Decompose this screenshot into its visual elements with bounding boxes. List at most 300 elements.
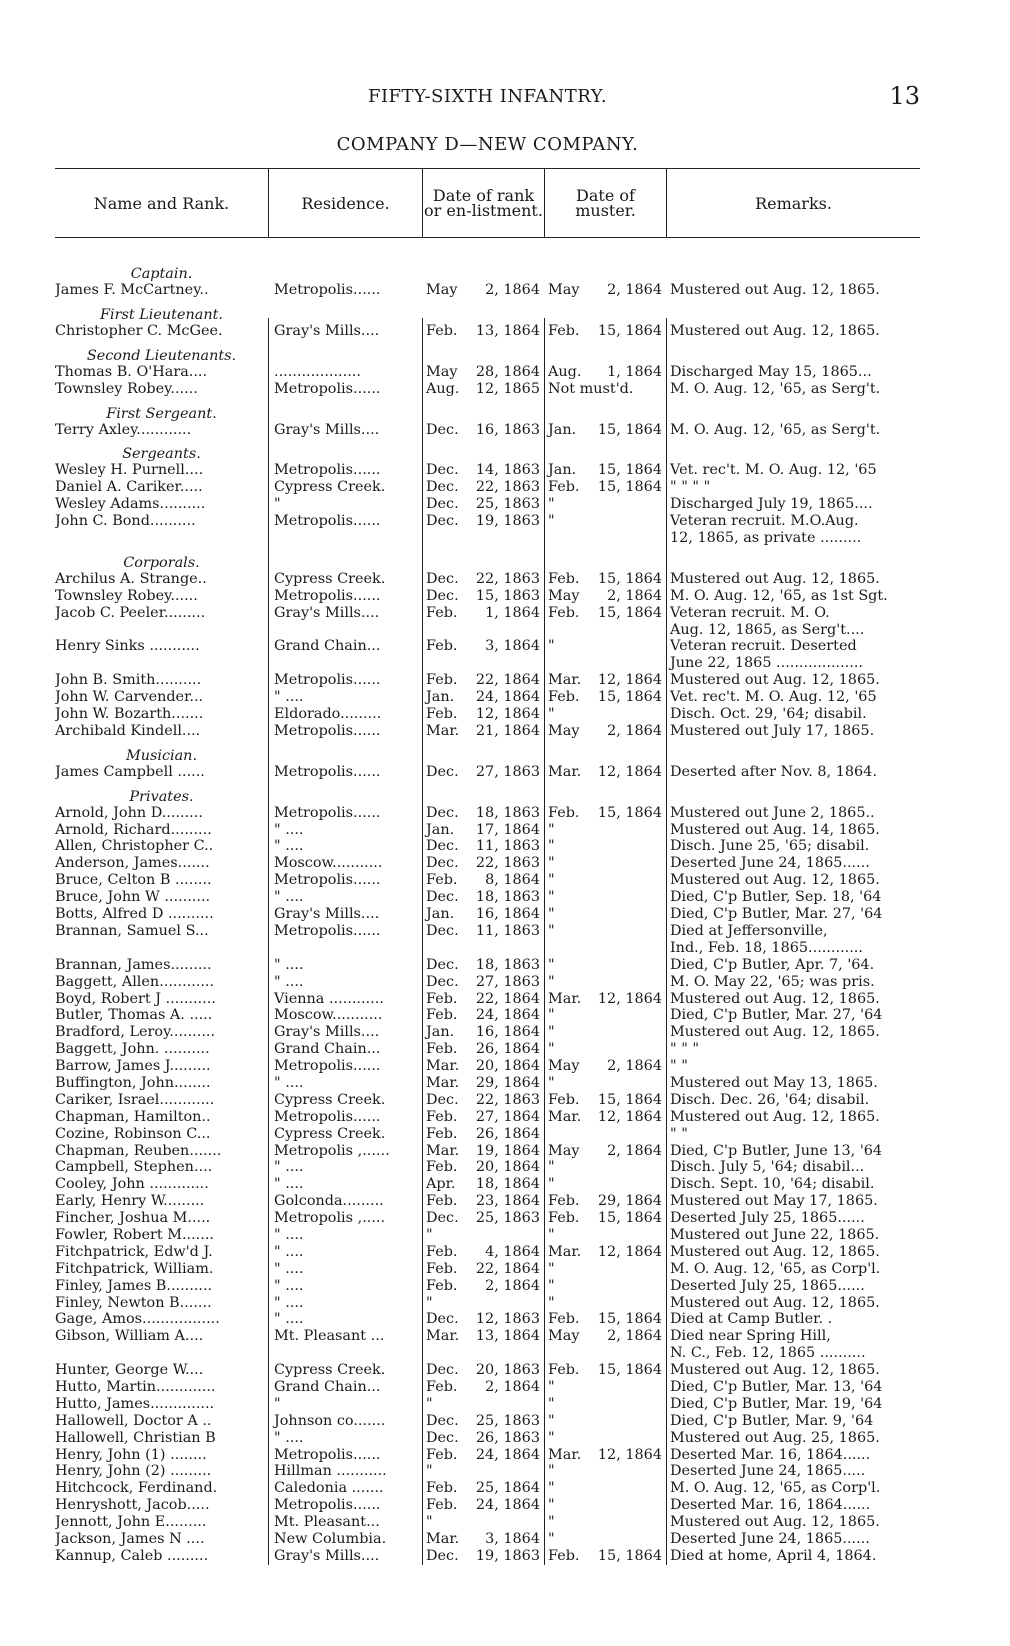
soldier-name: Fitchpatrick, William. — [55, 1260, 214, 1277]
muster-month: Jan. — [548, 462, 577, 479]
residence — [268, 1345, 422, 1362]
soldier-name — [55, 940, 268, 957]
table-row — [55, 1497, 920, 1514]
enlistment-month: Feb. — [426, 1007, 458, 1024]
muster-date — [544, 479, 666, 496]
running-title: FIFTY-SIXTH INFANTRY. — [367, 86, 608, 107]
enlistment-date — [422, 1379, 544, 1396]
enlistment-date — [422, 1176, 544, 1193]
enlistment-day: 18, 1863 — [475, 804, 540, 821]
enlistment-date — [422, 1311, 544, 1328]
remarks: " " — [670, 1125, 688, 1142]
remarks: Vet. rec't. M. O. Aug. 12, '65 — [670, 462, 877, 479]
enlistment-month: Aug. — [426, 380, 460, 397]
muster-day: 12, 1864 — [597, 1108, 662, 1125]
enlistment-month: Jan. — [426, 1024, 455, 1041]
enlistment-month: Feb. — [426, 1243, 458, 1260]
remarks: N. C., Feb. 12, 1865 .......... — [670, 1345, 866, 1362]
muster-date — [544, 855, 666, 872]
remarks: Died at Jeffersonville, — [670, 922, 828, 939]
muster-date — [544, 1058, 666, 1075]
enlistment-month: Dec. — [426, 1547, 459, 1564]
muster-month: Feb. — [548, 1362, 580, 1379]
soldier-name: Chapman, Reuben....... — [55, 1142, 222, 1159]
enlistment-month: Feb. — [426, 672, 458, 689]
muster-day: 15, 1864 — [597, 689, 662, 706]
residence: Grand Chain... — [274, 1378, 381, 1395]
table-row — [55, 1413, 920, 1430]
muster-day: 15, 1864 — [597, 1547, 662, 1564]
muster-day — [592, 1176, 666, 1193]
enlistment-date — [422, 1041, 544, 1058]
enlistment-day — [470, 1345, 544, 1362]
residence: Metropolis...... — [274, 872, 381, 889]
table-row — [55, 764, 920, 781]
muster-date — [544, 1075, 666, 1092]
soldier-name: Chapman, Hamilton.. — [55, 1108, 211, 1125]
muster-date — [544, 462, 666, 479]
enlistment-day: 28, 1864 — [475, 363, 540, 380]
remarks: Died at home, April 4, 1864. — [670, 1547, 877, 1564]
remarks: M. O. Aug. 12, '65, as Corp'l. — [670, 1480, 881, 1497]
enlistment-day: 12, 1865 — [475, 380, 540, 397]
table-row — [55, 1143, 920, 1160]
muster-day: 2, 1864 — [607, 722, 662, 739]
enlistment-day: 22, 1863 — [475, 479, 540, 496]
table-row — [55, 1396, 920, 1413]
muster-date — [544, 1109, 666, 1126]
muster-date — [544, 588, 666, 605]
muster-day — [592, 622, 666, 639]
enlistment-day: 20, 1863 — [475, 1362, 540, 1379]
remarks: Died, C'p Butler, Mar. 27, '64 — [670, 906, 883, 923]
muster-month: Mar. — [548, 990, 582, 1007]
muster-day — [592, 1041, 666, 1058]
soldier-name: Baggett, Allen............ — [55, 973, 215, 990]
remarks: Mustered out May 17, 1865. — [670, 1193, 878, 1210]
enlistment-date — [422, 706, 544, 723]
muster-date — [544, 655, 666, 672]
muster-day — [592, 1514, 666, 1531]
muster-month: " — [548, 1480, 555, 1497]
muster-day — [592, 822, 666, 839]
column-rule — [544, 318, 545, 1565]
residence: Metropolis ,..... — [274, 1210, 386, 1227]
muster-date — [544, 940, 666, 957]
residence: Metropolis...... — [274, 1058, 381, 1075]
table-row — [55, 1193, 920, 1210]
muster-date — [544, 764, 666, 781]
enlistment-month: May — [426, 363, 458, 380]
remarks: Mustered out June 22, 1865. — [670, 1226, 880, 1243]
enlistment-date — [422, 1210, 544, 1227]
muster-date — [544, 1362, 666, 1379]
table-row — [55, 1092, 920, 1109]
residence: Vienna ............ — [274, 990, 384, 1007]
remarks: Mustered out May 13, 1865. — [670, 1074, 878, 1091]
table-row — [55, 1362, 920, 1379]
enlistment-day: 22, 1864 — [475, 672, 540, 689]
enlistment-date — [422, 655, 544, 672]
table-row — [55, 1261, 920, 1278]
muster-date — [544, 1244, 666, 1261]
residence: " .... — [274, 1260, 304, 1277]
muster-day — [592, 1261, 666, 1278]
enlistment-day: 19, 1863 — [475, 1547, 540, 1564]
rank-heading: Sergeants. — [122, 446, 201, 463]
enlistment-month: " — [426, 1226, 433, 1243]
enlistment-month: Dec. — [426, 1091, 459, 1108]
muster-day: 12, 1864 — [597, 672, 662, 689]
residence: " .... — [274, 1294, 304, 1311]
muster-day — [592, 974, 666, 991]
enlistment-month: Mar. — [426, 1328, 460, 1345]
muster-date — [544, 1176, 666, 1193]
soldier-name: Early, Henry W......... — [55, 1193, 205, 1210]
residence: Moscow........... — [274, 1007, 383, 1024]
muster-month: Feb. — [548, 322, 580, 339]
muster-date — [544, 1143, 666, 1160]
remarks: Disch. June 25, '65; disabil. — [670, 838, 870, 855]
table-row — [55, 381, 920, 398]
enlistment-day: 8, 1864 — [485, 872, 540, 889]
remarks: Deserted July 25, 1865...... — [670, 1277, 865, 1294]
muster-month: " — [548, 1395, 555, 1412]
soldier-name: Bruce, John W .......... — [55, 889, 211, 906]
muster-date — [544, 1447, 666, 1464]
enlistment-day — [470, 622, 544, 639]
residence: Metropolis...... — [274, 380, 381, 397]
muster-month: Feb. — [548, 479, 580, 496]
muster-date — [544, 822, 666, 839]
enlistment-date — [422, 1328, 544, 1345]
enlistment-day — [470, 1514, 544, 1531]
table-row — [55, 638, 920, 655]
muster-day: 15, 1864 — [597, 322, 662, 339]
muster-date — [544, 496, 666, 513]
muster-day — [592, 957, 666, 974]
enlistment-day: 22, 1863 — [475, 1091, 540, 1108]
enlistment-day — [470, 940, 544, 957]
muster-day — [592, 855, 666, 872]
muster-month: " — [548, 1277, 555, 1294]
soldier-name: Bradford, Leroy.......... — [55, 1024, 216, 1041]
enlistment-date — [422, 805, 544, 822]
enlistment-month: Dec. — [426, 1429, 459, 1446]
residence: Eldorado......... — [274, 706, 382, 723]
soldier-name: Townsley Robey...... — [55, 380, 198, 397]
enlistment-month: Dec. — [426, 956, 459, 973]
muster-date — [544, 1295, 666, 1312]
enlistment-month: Jan. — [426, 821, 455, 838]
table-row — [55, 1109, 920, 1126]
remarks: 12, 1865, as private ......... — [670, 530, 862, 547]
enlistment-month: Feb. — [426, 322, 458, 339]
remarks: " " — [670, 1058, 688, 1075]
enlistment-month: Dec. — [426, 1362, 459, 1379]
enlistment-date — [422, 622, 544, 639]
residence: " .... — [274, 889, 304, 906]
enlistment-month: " — [426, 1514, 433, 1531]
enlistment-date — [422, 1362, 544, 1379]
muster-month: " — [548, 956, 555, 973]
remarks: Deserted Mar. 16, 1864...... — [670, 1497, 871, 1514]
muster-month: " — [548, 1378, 555, 1395]
muster-month: Mar. — [548, 763, 582, 780]
remarks: Aug. 12, 1865, as Serg't.... — [670, 621, 865, 638]
enlistment-date — [422, 282, 544, 299]
remarks: M. O. May 22, '65; was pris. — [670, 973, 875, 990]
muster-day — [592, 1278, 666, 1295]
enlistment-month: Feb. — [426, 604, 458, 621]
muster-day: 2, 1864 — [607, 282, 662, 298]
enlistment-date — [422, 764, 544, 781]
table-row — [55, 1058, 920, 1075]
rank-heading: Second Lieutenants. — [86, 347, 237, 364]
page-header — [55, 82, 920, 114]
residence: Gray's Mills.... — [274, 1547, 380, 1564]
enlistment-month: Dec. — [426, 838, 459, 855]
muster-month: " — [548, 1531, 555, 1547]
remarks: Died, C'p Butler, Sep. 18, '64 — [670, 889, 882, 906]
residence: Moscow........... — [274, 855, 383, 872]
enlistment-date — [422, 588, 544, 605]
muster-day: 15, 1864 — [597, 1210, 662, 1227]
muster-date — [544, 622, 666, 639]
remarks: Discharged July 19, 1865.... — [670, 496, 873, 513]
remarks: Died near Spring Hill, — [670, 1328, 831, 1345]
enlistment-day: 25, 1863 — [475, 1210, 540, 1227]
enlistment-month — [426, 940, 470, 957]
muster-month: " — [548, 513, 555, 530]
residence: " .... — [274, 956, 304, 973]
muster-month: May — [548, 1058, 580, 1075]
enlistment-date — [422, 605, 544, 622]
enlistment-date — [422, 689, 544, 706]
enlistment-date — [422, 1548, 544, 1565]
enlistment-day: 2, 1864 — [485, 1378, 540, 1395]
muster-date — [544, 1379, 666, 1396]
soldier-name: Gage, Amos................. — [55, 1311, 220, 1328]
muster-month: " — [548, 1463, 555, 1480]
muster-day — [592, 530, 666, 547]
remarks: Mustered out Aug. 12, 1865. — [670, 570, 880, 587]
soldier-name: Henry, John (1) ........ — [55, 1446, 207, 1463]
muster-day: 15, 1864 — [597, 462, 662, 479]
enlistment-month: Dec. — [426, 973, 459, 990]
enlistment-date — [422, 872, 544, 889]
soldier-name: Baggett, John. .......... — [55, 1041, 210, 1058]
enlistment-day: 18, 1863 — [475, 956, 540, 973]
residence: Cypress Creek. — [274, 1125, 386, 1142]
residence: Golconda......... — [274, 1193, 384, 1210]
soldier-name: Jacob C. Peeler......... — [55, 604, 206, 621]
rank-heading: Corporals. — [123, 554, 200, 571]
enlistment-date — [422, 991, 544, 1008]
muster-date — [544, 381, 666, 398]
soldier-name: Hunter, George W.... — [55, 1362, 204, 1379]
muster-day — [592, 1227, 666, 1244]
enlistment-month: Feb. — [426, 990, 458, 1007]
soldier-name: Finley, James B.......... — [55, 1277, 213, 1294]
enlistment-date — [422, 496, 544, 513]
enlistment-day: 11, 1863 — [475, 922, 540, 939]
enlistment-day: 22, 1864 — [475, 990, 540, 1007]
table-row — [55, 991, 920, 1008]
residence: Metropolis ,...... — [274, 1142, 390, 1159]
muster-day — [592, 1126, 666, 1143]
soldier-name: Bruce, Celton B ........ — [55, 872, 212, 889]
enlistment-day: 19, 1863 — [475, 513, 540, 530]
soldier-name: John C. Bond.......... — [55, 513, 196, 530]
soldier-name: Allen, Christopher C.. — [55, 838, 214, 855]
muster-day: 15, 1864 — [597, 1311, 662, 1328]
residence: " .... — [274, 1277, 304, 1294]
enlistment-day: 12, 1864 — [475, 706, 540, 723]
muster-date — [544, 1092, 666, 1109]
enlistment-date — [422, 1261, 544, 1278]
remarks: Mustered out June 2, 1865.. — [670, 804, 875, 821]
muster-month: Mar. — [548, 1446, 582, 1463]
enlistment-day: 1, 1864 — [485, 604, 540, 621]
residence — [268, 940, 422, 957]
muster-day: 15, 1864 — [597, 604, 662, 621]
residence: Metropolis...... — [274, 804, 381, 821]
remarks: Deserted June 24, 1865..... — [670, 1463, 866, 1480]
table-row — [55, 1328, 920, 1345]
muster-month: Feb. — [548, 1210, 580, 1227]
enlistment-day — [470, 530, 544, 547]
muster-day — [592, 1075, 666, 1092]
enlistment-day: 25, 1863 — [475, 496, 540, 513]
enlistment-day: 26, 1864 — [475, 1041, 540, 1058]
remarks: M. O. Aug. 12, '65, as 1st Sgt. — [670, 587, 888, 604]
muster-date — [544, 1227, 666, 1244]
enlistment-day: 4, 1864 — [485, 1243, 540, 1260]
enlistment-date — [422, 672, 544, 689]
muster-date — [544, 1041, 666, 1058]
residence: Gray's Mills.... — [274, 906, 380, 923]
table-row — [55, 940, 920, 957]
table-row — [55, 957, 920, 974]
muster-day — [592, 513, 666, 530]
enlistment-day: 27, 1864 — [475, 1108, 540, 1125]
soldier-name: Jackson, James N .... — [55, 1531, 205, 1547]
muster-day — [592, 1159, 666, 1176]
muster-month: May — [548, 722, 580, 739]
enlistment-month: Mar. — [426, 1074, 460, 1091]
enlistment-date — [422, 957, 544, 974]
residence: Cypress Creek. — [274, 570, 386, 587]
residence: " .... — [274, 689, 304, 706]
enlistment-date — [422, 1295, 544, 1312]
remarks: Disch. Sept. 10, '64; disabil. — [670, 1176, 875, 1193]
enlistment-date — [422, 1193, 544, 1210]
muster-date — [544, 838, 666, 855]
table-row — [55, 1295, 920, 1312]
soldier-name: Butler, Thomas A. ..... — [55, 1007, 213, 1024]
muster-date — [544, 957, 666, 974]
column-header-muster: Date of muster. — [544, 169, 666, 237]
enlistment-date — [422, 1159, 544, 1176]
enlistment-month: Feb. — [426, 1497, 458, 1514]
soldier-name: John B. Smith.......... — [55, 672, 202, 689]
residence: Hillman ........... — [274, 1463, 387, 1480]
residence: " .... — [274, 1226, 304, 1243]
enlistment-date — [422, 838, 544, 855]
muster-day: 15, 1864 — [597, 1362, 662, 1379]
enlistment-day: 19, 1864 — [475, 1142, 540, 1159]
muster-month: " — [548, 1429, 555, 1446]
muster-month: " — [548, 821, 555, 838]
muster-month — [548, 1126, 592, 1143]
table-row — [55, 1430, 920, 1447]
residence: Grand Chain... — [274, 638, 381, 655]
muster-month — [548, 622, 592, 639]
muster-month: " — [548, 1074, 555, 1091]
soldier-name: Archilus A. Strange.. — [55, 570, 207, 587]
soldier-name: Fincher, Joshua M..... — [55, 1210, 211, 1227]
enlistment-date — [422, 364, 544, 381]
muster-month: " — [548, 906, 555, 923]
enlistment-month: Feb. — [426, 1260, 458, 1277]
enlistment-date — [422, 1075, 544, 1092]
muster-date — [544, 1261, 666, 1278]
remarks: Mustered out Aug. 12, 1865. — [670, 282, 880, 298]
enlistment-month: Feb. — [426, 1277, 458, 1294]
enlistment-day: 24, 1864 — [475, 1007, 540, 1024]
muster-date — [544, 571, 666, 588]
residence: Gray's Mills.... — [274, 322, 380, 339]
enlistment-day: 16, 1864 — [475, 906, 540, 923]
muster-day — [592, 1024, 666, 1041]
soldier-name: Fowler, Robert M....... — [55, 1226, 214, 1243]
remarks: Died at Camp Butler. . — [670, 1311, 833, 1328]
soldier-name: Cozine, Robinson C... — [55, 1125, 211, 1142]
enlistment-day: 2, 1864 — [485, 282, 540, 298]
enlistment-day — [470, 1295, 544, 1312]
soldier-name: Finley, Newton B....... — [55, 1294, 212, 1311]
table-row — [55, 1007, 920, 1024]
muster-month: Feb. — [548, 689, 580, 706]
muster-date — [544, 1345, 666, 1362]
table-row — [55, 1159, 920, 1176]
residence: ................... — [274, 363, 361, 380]
enlistment-day: 2, 1864 — [485, 1277, 540, 1294]
remarks: Mustered out Aug. 25, 1865. — [670, 1429, 880, 1446]
enlistment-day: 18, 1864 — [475, 1176, 540, 1193]
enlistment-date — [422, 1497, 544, 1514]
enlistment-month: Feb. — [426, 706, 458, 723]
soldier-name: Terry Axley............ — [55, 421, 192, 438]
muster-date — [544, 1430, 666, 1447]
soldier-name: John W. Bozarth....... — [55, 706, 204, 723]
muster-month: Not must'd. — [548, 380, 634, 397]
muster-month: " — [548, 638, 555, 655]
table-row — [55, 1041, 920, 1058]
remarks: Mustered out Aug. 12, 1865. — [670, 672, 880, 689]
table-row — [55, 889, 920, 906]
enlistment-day: 24, 1864 — [475, 1497, 540, 1514]
soldier-name: Archibald Kindell.... — [55, 722, 201, 739]
muster-month: Aug. — [548, 363, 582, 380]
muster-day: 12, 1864 — [597, 1446, 662, 1463]
muster-day — [592, 1480, 666, 1497]
remarks: Mustered out Aug. 12, 1865. — [670, 1243, 880, 1260]
residence: Metropolis...... — [274, 587, 381, 604]
rank-heading: Musician. — [125, 747, 198, 764]
remarks: Mustered out Aug. 12, 1865. — [670, 1362, 880, 1379]
